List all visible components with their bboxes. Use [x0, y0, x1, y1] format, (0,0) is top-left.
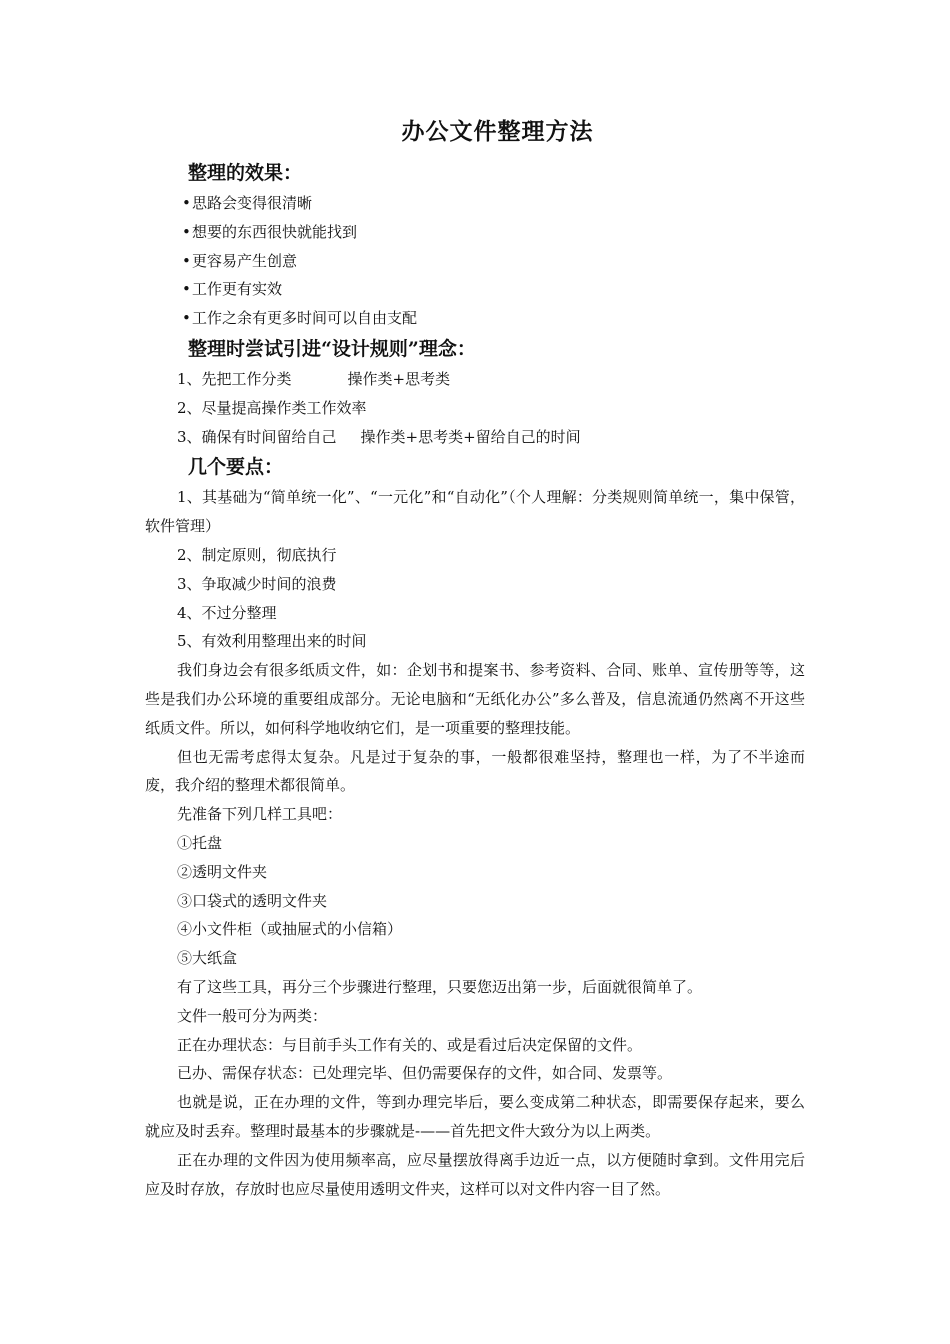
list-item: 4、不过分整理 — [177, 603, 277, 622]
list-item: 1、其基础为“简单统一化”、“一元化”和“自动化”（个人理解：分类规则简单统一，集中保管，软件管理） — [145, 488, 805, 536]
paragraph: 文件一般可分为两类： — [177, 1006, 328, 1025]
bullet-icon: • — [182, 280, 191, 299]
list-item: •工作之余有更多时间可以自由支配 — [145, 304, 805, 333]
list-item: 5、有效利用整理出来的时间 — [177, 632, 367, 651]
list-item: 1、先把工作分类 操作类+思考类 — [177, 369, 451, 388]
design-rules-heading: 整理时尝试引进“设计规则”理念： — [188, 337, 476, 360]
list-item: ⑤大纸盒 — [177, 949, 238, 968]
bullet-icon: • — [182, 222, 191, 241]
list-item: ④小文件柜（或抽屉式的小信箱） — [177, 920, 403, 939]
list-item: 2、制定原则，彻底执行 — [177, 545, 337, 564]
paragraph: 但也无需考虑得太复杂。凡是过于复杂的事，一般都很难坚持，整理也一样，为了不半途而废，我介绍的整理术都很简单。 — [145, 747, 805, 795]
paragraph: 正在办理状态：与目前手头工作有关的、或是看过后决定保留的文件。 — [177, 1035, 643, 1054]
list-item: •想要的东西很快就能找到 — [145, 218, 805, 247]
document-content — [145, 115, 805, 1203]
list-item: •思路会变得很清晰 — [145, 189, 805, 218]
paragraph: 正在办理的文件因为使用频率高，应尽量摆放得离手边近一点，以方便随时拿到。文件用完后应及时存放，存放时也应尽量使用透明文件夹，这样可以对文件内容一目了然。 — [145, 1150, 805, 1198]
list-item: 2、尽量提高操作类工作效率 — [177, 398, 367, 417]
list-item: 3、确保有时间留给自己 操作类+思考类+留给自己的时间 — [177, 427, 581, 446]
paragraph: 有了这些工具，再分三个步骤进行整理，只要您迈出第一步，后面就很简单了。 — [177, 977, 703, 996]
tools-intro: 先准备下列几样工具吧： — [177, 805, 343, 824]
list-item: •工作更有实效 — [145, 275, 805, 304]
effects-heading: 整理的效果： — [188, 162, 303, 184]
body-text — [145, 656, 805, 1203]
effects-list — [145, 189, 805, 333]
key-points-heading: 几个要点： — [188, 456, 284, 479]
list-item: 3、争取减少时间的浪费 — [177, 574, 337, 593]
bullet-icon: • — [182, 309, 191, 328]
paragraph: 已办、需保存状态：已处理完毕、但仍需要保存的文件，如合同、发票等。 — [177, 1064, 673, 1083]
list-item: •更容易产生创意 — [145, 247, 805, 276]
list-item: ①托盘 — [177, 833, 223, 852]
paragraph: 也就是说，正在办理的文件，等到办理完毕后，要么变成第二种状态，即需要保存起来，要么就应及时丢弃。整理时最基本的步骤就是-——首先把文件大致分为以上两类。 — [145, 1093, 805, 1140]
bullet-icon: • — [182, 194, 191, 212]
document-title: 办公文件整理方法 — [401, 118, 594, 145]
design-rules-list — [145, 365, 805, 451]
bullet-icon: • — [182, 251, 191, 270]
paragraph: 我们身边会有很多纸质文件，如：企划书和提案书、参考资料、合同、账单、宣传册等等，这些是我们办公环境的重要组成部分。无论电脑和“无纸化办公”多么普及，信息流通仍然离不开这些纸质文件。所以，如何科学地收纳它们，是一项重要的整理技能。 — [145, 661, 805, 737]
key-points-list — [145, 483, 805, 656]
list-item: ③口袋式的透明文件夹 — [177, 891, 328, 910]
list-item: ②透明文件夹 — [177, 862, 268, 881]
